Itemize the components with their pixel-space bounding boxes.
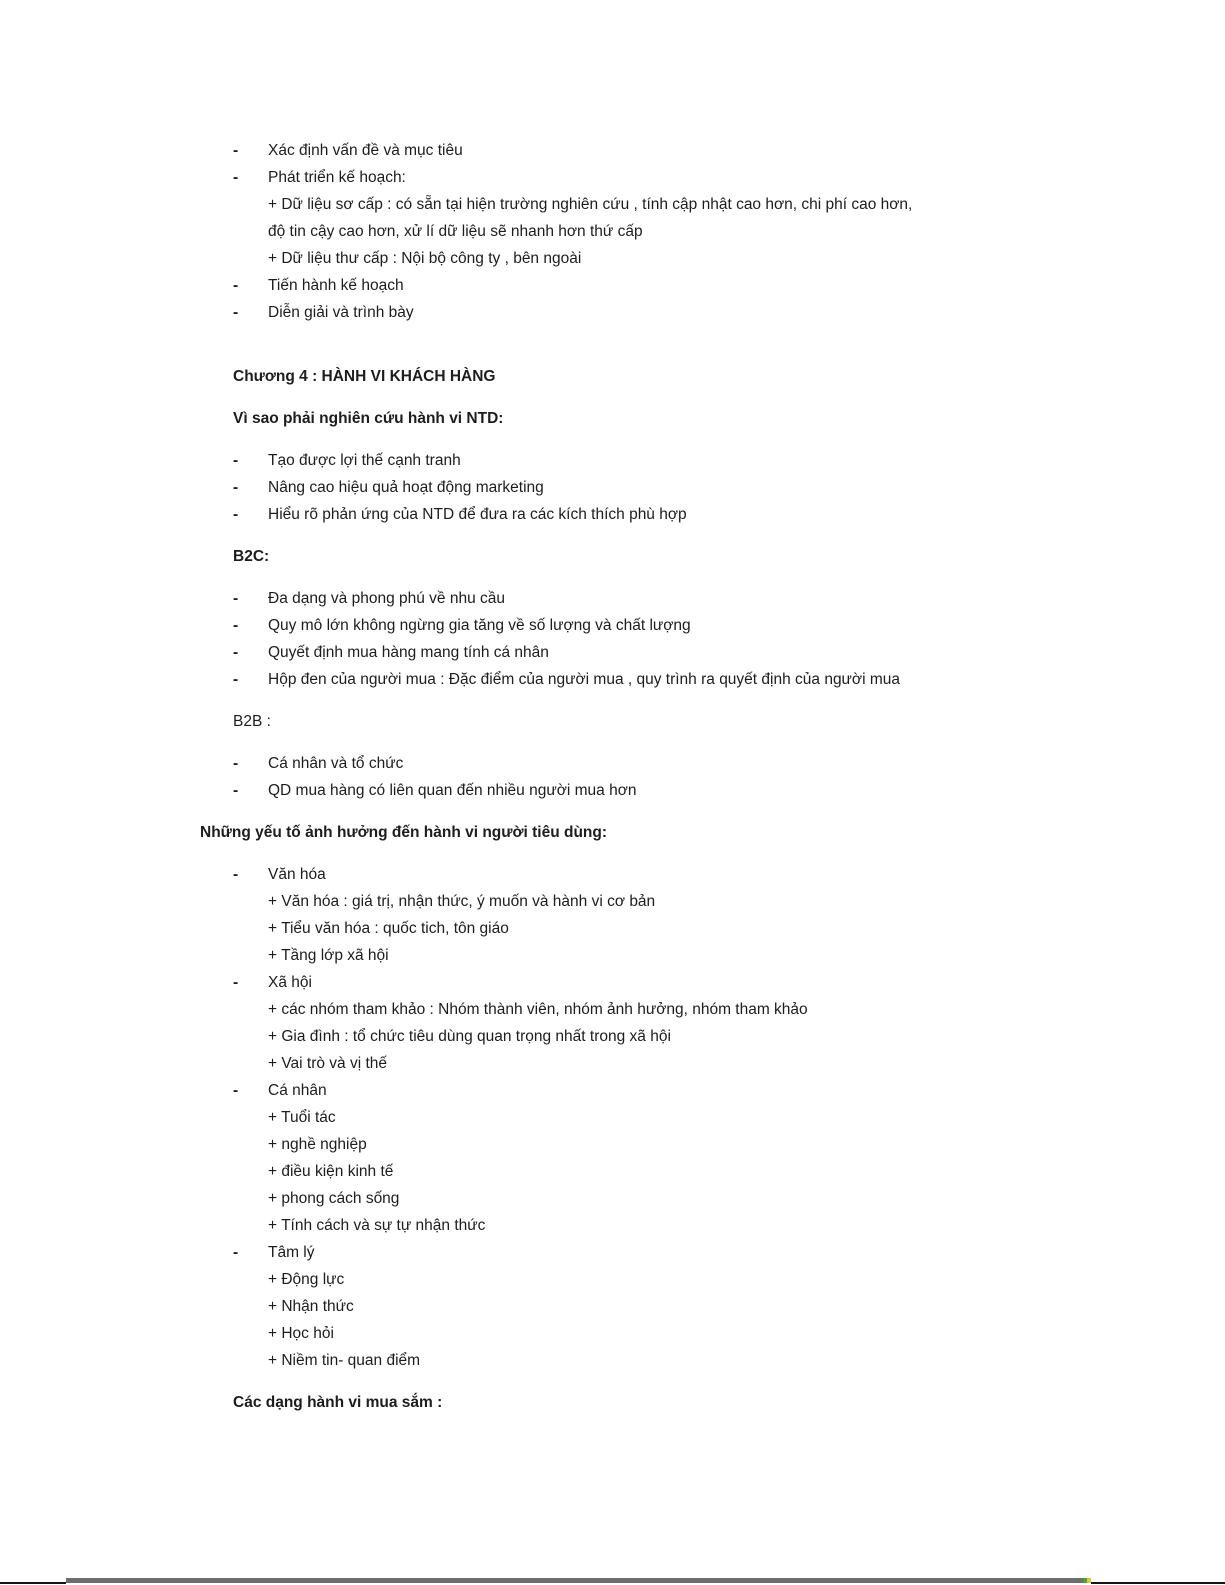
gray-bar: [66, 1578, 1083, 1583]
bullet-text: Quy mô lớn không ngừng gia tăng về số lượng và chất lượng: [268, 617, 691, 634]
plain-paragraph: B2B :: [233, 713, 271, 730]
sub-item: + Văn hóa : giá trị, nhận thức, ý muốn và hành vi cơ bản: [268, 893, 656, 910]
bullet-item: [233, 585, 1032, 612]
section-heading: B2C:: [233, 548, 270, 565]
sub-item: + Tầng lớp xã hội: [268, 947, 389, 964]
sub-item-continuation: độ tin cậy cao hơn, xử lí dữ liệu sẽ nhanh hơn thứ cấp: [268, 223, 643, 240]
dash-bullet-marker: -: [233, 590, 239, 607]
bullet-item: [233, 861, 1032, 888]
dash-bullet-marker: -: [233, 142, 239, 159]
bullet-text: Cá nhân: [268, 1082, 327, 1099]
sub-item: + phong cách sống: [268, 1190, 400, 1207]
bullet-item: [233, 1239, 1032, 1266]
sub-item: + Động lực: [268, 1271, 345, 1288]
sub-item: + Gia đình : tổ chức tiêu dùng quan trọng nhất trong xã hội: [268, 1028, 671, 1045]
sub-item: + các nhóm tham khảo : Nhóm thành viên, nhóm ảnh hưởng, nhóm tham khảo: [268, 1001, 808, 1018]
section-heading: Vì sao phải nghiên cứu hành vi NTD:: [233, 410, 504, 427]
sub-item: + Dữ liệu sơ cấp : có sẵn tại hiện trường nghiên cứu , tính cập nhật cao hơn, chi phí cao hơn,: [268, 196, 913, 213]
bullet-text: Nâng cao hiệu quả hoạt động marketing: [268, 479, 544, 496]
bullet-text: Xác định vấn đề và mục tiêu: [268, 142, 463, 159]
bullet-item: [233, 639, 1032, 666]
dash-bullet-marker: -: [233, 1244, 239, 1261]
sub-item: + Vai trò và vị thế: [268, 1055, 388, 1072]
bottom-line-left: [0, 1582, 66, 1584]
sub-item: + nghề nghiệp: [268, 1136, 367, 1153]
dash-bullet-marker: -: [233, 304, 239, 321]
bullet-item: [233, 299, 1032, 326]
bullet-item: [233, 164, 1032, 191]
bullet-text: Quyết định mua hàng mang tính cá nhân: [268, 644, 549, 661]
bullet-text: QD mua hàng có liên quan đến nhiều người mua hơn: [268, 782, 637, 799]
dash-bullet-marker: -: [233, 755, 239, 772]
dash-bullet-marker: -: [233, 479, 239, 496]
bullet-text: Đa dạng và phong phú về nhu cầu: [268, 590, 505, 607]
bullet-text: Diễn giải và trình bày: [268, 304, 414, 321]
bullet-item: [233, 777, 1032, 804]
dash-bullet-marker: -: [233, 644, 239, 661]
bullet-text: Phát triển kế hoạch:: [268, 169, 406, 186]
dash-bullet-marker: -: [233, 866, 239, 883]
bullet-text: Tạo được lợi thế cạnh tranh: [268, 452, 461, 469]
bullet-text: Tâm lý: [268, 1244, 315, 1261]
sub-item: + Nhận thức: [268, 1298, 354, 1315]
bottom-line-right: [1091, 1582, 1225, 1584]
bullet-item: [233, 1077, 1032, 1104]
bullet-item: [233, 474, 1032, 501]
section-heading: Các dạng hành vi mua sắm :: [233, 1394, 443, 1411]
bullet-item: [233, 447, 1032, 474]
bullet-item: [233, 969, 1032, 996]
bullet-text: Hiểu rõ phản ứng của NTD để đưa ra các kích thích phù hợp: [268, 506, 687, 523]
sub-item: + điều kiện kinh tế: [268, 1163, 394, 1180]
sub-item: + Dữ liệu thư cấp : Nội bộ công ty , bên ngoài: [268, 250, 582, 267]
dash-bullet-marker: -: [233, 782, 239, 799]
dash-bullet-marker: -: [233, 277, 239, 294]
bullet-item: [233, 666, 1032, 693]
sub-item: + Tiểu văn hóa : quốc tich, tôn giáo: [268, 920, 509, 937]
dash-bullet-marker: -: [233, 506, 239, 523]
main-heading: Những yếu tố ảnh hưởng đến hành vi người tiêu dùng:: [200, 824, 608, 841]
dash-bullet-marker: -: [233, 671, 239, 688]
bullet-text: Hộp đen của người mua : Đặc điểm của người mua , quy trình ra quyết định của người mua: [268, 671, 901, 688]
sub-item: + Niềm tin- quan điểm: [268, 1352, 421, 1369]
bullet-item: [233, 501, 1032, 528]
section-heading: Chương 4 : HÀNH VI KHÁCH HÀNG: [233, 368, 496, 385]
bullet-text: Xã hội: [268, 974, 312, 991]
dash-bullet-marker: -: [233, 974, 239, 991]
bullet-item: [233, 612, 1032, 639]
dash-bullet-marker: -: [233, 169, 239, 186]
bullet-text: Văn hóa: [268, 866, 326, 883]
bullet-item: [233, 750, 1032, 777]
sub-item: + Tuổi tác: [268, 1109, 336, 1126]
bullet-text: Cá nhân và tổ chức: [268, 755, 404, 772]
green-fragment: [1083, 1578, 1087, 1583]
bullet-item: [233, 137, 1032, 164]
dash-bullet-marker: -: [233, 1082, 239, 1099]
bullet-text: Tiến hành kế hoạch: [268, 277, 404, 294]
sub-item: + Tính cách và sự tự nhận thức: [268, 1217, 486, 1234]
yellow-fragment: [1087, 1578, 1091, 1583]
bullet-item: [233, 272, 1032, 299]
sub-item: + Học hỏi: [268, 1325, 334, 1342]
dash-bullet-marker: -: [233, 617, 239, 634]
dash-bullet-marker: -: [233, 452, 239, 469]
